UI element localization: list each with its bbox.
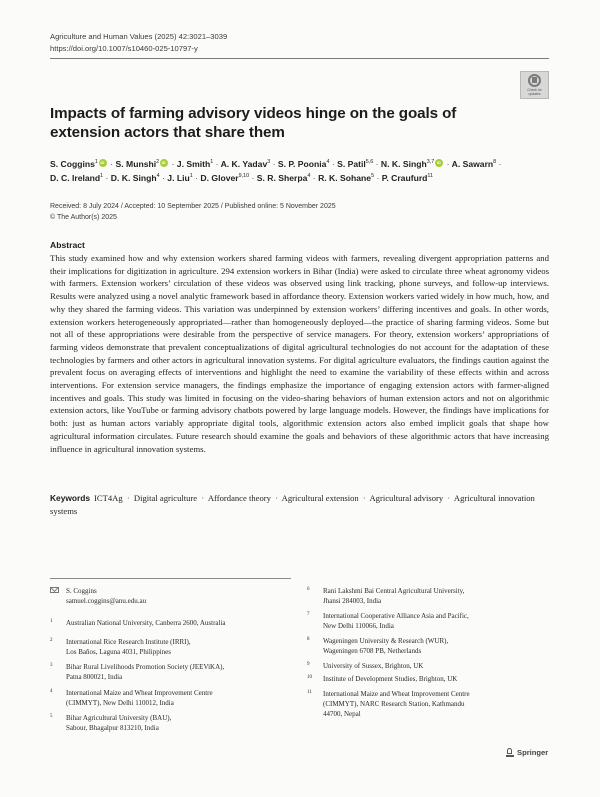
affiliation-note xyxy=(50,713,295,733)
affiliation-ref[interactable]: 1 xyxy=(189,173,193,179)
affiliation-number: 5 xyxy=(50,714,53,719)
keyword[interactable]: Affordance theory xyxy=(207,493,271,503)
affiliation-text: Bihar Rural Livelihoods Promotion Society (JEEViKA), xyxy=(66,663,225,671)
orcid-icon[interactable] xyxy=(99,159,107,167)
abstract-text: This study examined how and why extension workers shared farming videos with farmers, revealing divergent appropriation patterns and their implications for digitization in agriculture. 294 extension workers in Bihar (India) were asked to circulate three wheat agronomy videos with farmers. Extension workers’ circulation of these videos was observed using link tracking, phone surveys, and follow-up interviews. Results were analyzed using a novel analytic framework based in affordance theory. Extension workers varied widely in how much, how, and why they shared the farming videos. This variation was underpinned by extension workers’ differing incentives and goals. In other words, extension workers heterogeneously appropriated—rather than homogeneously deployed—the practice of sharing farming videos. Some but not all of these appropriations were desirable from the perspective of service managers. For theory, extension workers’ appropriations of farming videos demonstrate that prevalent conceptualizations of digital agricultural technologies do not account for the adaptation of these technologies by farmers and other actors in agricultural innovation systems. For digital agriculture evaluators, the findings caution against the prevalent focus on averaging effects of interventions and highlight the need to examine the variability of these effects within and across interventions. For extension service managers, the findings emphasize the importance of engaging extension actors with farmer-aligned incentives and goals. This study was limited in focusing on the video-sharing behaviors of human extension actors and not on algorithmic extension actors, like YouTube or farming advisory chatbots powered by large language models. However, the findings have implications for both: just as human actors variably appropriate digital tools, algorithmic extension actors also embed implicit goals that shape how agricultural information circulates. Future research should examine the goals and behaviors of these algorithmic actors that have increasing influence in agricultural innovation systems. xyxy=(50,253,549,454)
keyword-separator: · xyxy=(201,493,205,503)
keywords-label: Keywords xyxy=(50,493,91,503)
author-name[interactable]: D. Glover xyxy=(200,173,239,183)
affiliation-text: (CIMMYT), NARC Research Station, Kathmandu xyxy=(323,700,465,708)
corresponding-email[interactable]: samuel.coggins@anu.edu.au xyxy=(66,597,147,605)
check-updates-label: Check for updates xyxy=(527,88,542,96)
keyword-separator: · xyxy=(447,493,451,503)
affiliation-number: 7 xyxy=(307,612,310,617)
author-separator: · xyxy=(498,159,502,169)
affiliation-ref[interactable]: 2 xyxy=(156,159,160,165)
keyword[interactable]: ICT4Ag xyxy=(94,493,123,503)
corresponding-author: S. Coggins xyxy=(66,587,97,595)
author-separator: · xyxy=(446,159,450,169)
affiliation-note xyxy=(50,662,295,682)
publisher-logo xyxy=(506,748,548,757)
author-line xyxy=(50,171,550,185)
affiliation-text: Bihar Agricultural University (BAU), xyxy=(66,714,172,722)
affiliation-ref[interactable]: 1 xyxy=(100,173,104,179)
author-name[interactable]: R. K. Sohane xyxy=(318,173,372,183)
author-name[interactable]: A. Sawarn xyxy=(451,159,494,169)
affiliation-text: University of Sussex, Brighton, UK xyxy=(323,662,424,670)
affiliation-ref[interactable]: 11 xyxy=(427,173,434,179)
keyword[interactable]: Agricultural advisory xyxy=(369,493,444,503)
orcid-icon[interactable] xyxy=(160,159,168,167)
author-separator: · xyxy=(376,173,380,183)
affiliation-number: 10 xyxy=(307,675,312,680)
abstract-heading: Abstract xyxy=(50,240,85,250)
affiliation-text: 44700, Nepal xyxy=(323,710,361,718)
author-name[interactable]: A. K. Yadav xyxy=(220,159,268,169)
affiliation-text: New Delhi 110066, India xyxy=(323,622,394,630)
affiliation-text: Sabour, Bhagalpur 813210, India xyxy=(66,724,159,732)
affiliation-number: 6 xyxy=(307,587,310,592)
author-separator: · xyxy=(331,159,335,169)
footnote-divider xyxy=(50,578,291,579)
affiliation-note xyxy=(307,586,550,606)
affiliation-number: 2 xyxy=(50,638,53,643)
received-accepted-published: Received: 8 July 2024 / Accepted: 10 September 2025 / Published online: 5 November 2025 xyxy=(50,203,336,210)
author-name[interactable]: N. K. Singh xyxy=(380,159,427,169)
author-name[interactable]: P. Craufurd xyxy=(381,173,428,183)
affiliation-ref[interactable]: 8 xyxy=(493,159,497,165)
keyword-separator: · xyxy=(126,493,130,503)
running-header xyxy=(50,31,550,55)
journal-citation: Agriculture and Human Values (2025) 42:3021–3039 xyxy=(50,32,228,41)
affiliation-note xyxy=(307,674,550,684)
springer-horse-icon xyxy=(506,748,514,757)
affiliation-text: Los Baños, Laguna 4031, Philippines xyxy=(66,648,171,656)
affiliation-text: Patna 800021, India xyxy=(66,673,123,681)
header-divider xyxy=(50,58,549,59)
affiliation-note xyxy=(50,688,295,708)
author-separator: · xyxy=(272,159,276,169)
author-separator: · xyxy=(375,159,379,169)
check-for-updates-badge[interactable] xyxy=(520,71,549,99)
author-separator: · xyxy=(251,173,255,183)
affiliation-number: 11 xyxy=(307,690,312,695)
affiliation-ref[interactable]: 4 xyxy=(156,173,160,179)
author-separator: · xyxy=(171,159,175,169)
affiliation-note xyxy=(307,689,550,719)
affiliation-text: International Maize and Wheat Improvement Centre xyxy=(66,689,213,697)
affiliation-number: 1 xyxy=(50,619,53,624)
author-name[interactable]: S. R. Sherpa xyxy=(256,173,308,183)
keywords-section xyxy=(50,492,550,517)
author-separator: · xyxy=(162,173,165,183)
affiliation-text: International Rice Research Institute (IRRI), xyxy=(66,638,191,646)
author-name[interactable]: J. Smith xyxy=(176,159,211,169)
author-separator: · xyxy=(215,159,219,169)
author-name[interactable]: S. Patil xyxy=(337,159,366,169)
doi-link[interactable]: https://doi.org/10.1007/s10460-025-10797-y xyxy=(50,44,198,53)
keyword[interactable]: Agricultural extension xyxy=(281,493,359,503)
author-name[interactable]: J. Liu xyxy=(167,173,190,183)
affiliation-text: Australian National University, Canberra 2600, Australia xyxy=(66,619,226,627)
author-list xyxy=(50,157,550,185)
affiliation-note xyxy=(307,636,550,656)
affiliation-number: 8 xyxy=(307,637,310,642)
keyword[interactable]: Agricultural innovation systems xyxy=(50,493,535,516)
publisher-name: Springer xyxy=(517,748,549,757)
author-name[interactable]: S. P. Poonia xyxy=(277,159,327,169)
affiliation-text: International Maize and Wheat Improvement Centre xyxy=(323,690,470,698)
affiliation-note xyxy=(307,661,550,671)
affiliation-text: Wageningen University & Research (WUR), xyxy=(323,637,449,645)
author-separator: · xyxy=(312,173,316,183)
affiliation-text: Rani Lakshmi Bai Central Agricultural University, xyxy=(323,587,465,595)
author-name[interactable]: D. C. Ireland xyxy=(50,173,101,183)
affiliation-ref[interactable]: 1 xyxy=(210,159,214,165)
correspondence-note xyxy=(50,586,295,606)
publication-history xyxy=(50,202,550,223)
affiliation-ref[interactable]: 4 xyxy=(307,173,311,179)
author-separator: · xyxy=(110,159,114,169)
affiliation-note xyxy=(307,611,550,631)
keyword-separator: · xyxy=(362,493,366,503)
affiliation-text: (CIMMYT), New Delhi 110012, India xyxy=(66,699,174,707)
affiliation-ref[interactable]: 3,7 xyxy=(426,159,435,165)
affiliation-number: 9 xyxy=(307,662,310,667)
affiliation-number: 4 xyxy=(50,689,53,694)
author-name[interactable]: S. Munshi xyxy=(115,159,157,169)
affiliation-text: International Cooperative Alliance Asia and Pacific, xyxy=(323,612,469,620)
author-name[interactable]: D. K. Singh xyxy=(110,173,157,183)
keyword-list xyxy=(50,493,535,516)
affiliation-ref[interactable]: 5 xyxy=(371,173,375,179)
affiliation-note xyxy=(50,618,295,628)
author-separator: · xyxy=(105,173,109,183)
author-separator: · xyxy=(195,173,199,183)
keyword-separator: · xyxy=(275,493,278,503)
author-name[interactable]: S. Coggins xyxy=(50,159,95,169)
affiliation-ref[interactable]: 1 xyxy=(94,159,98,165)
affiliation-text: Jhansi 284003, India xyxy=(323,597,382,605)
bookmark-icon xyxy=(532,77,537,83)
affiliation-number: 3 xyxy=(50,663,53,668)
envelope-icon xyxy=(50,587,59,593)
affiliation-note xyxy=(50,637,295,657)
orcid-icon[interactable] xyxy=(435,159,443,167)
affiliation-text: Institute of Development Studies, Brighton, UK xyxy=(323,675,458,683)
keyword[interactable]: Digital agriculture xyxy=(133,493,198,503)
article-title: Impacts of farming advisory videos hinge on the goals of extension actors that share them xyxy=(50,105,457,141)
affiliation-ref[interactable]: 4 xyxy=(326,159,330,165)
affiliation-text: Wageningen 6708 PB, Netherlands xyxy=(323,647,422,655)
copyright-line: © The Author(s) 2025 xyxy=(50,213,117,221)
affiliation-ref[interactable]: 3 xyxy=(267,159,271,165)
affiliation-ref[interactable]: 5,6 xyxy=(365,159,374,165)
affiliation-ref[interactable]: 9,10 xyxy=(238,173,250,179)
author-line xyxy=(50,157,550,171)
